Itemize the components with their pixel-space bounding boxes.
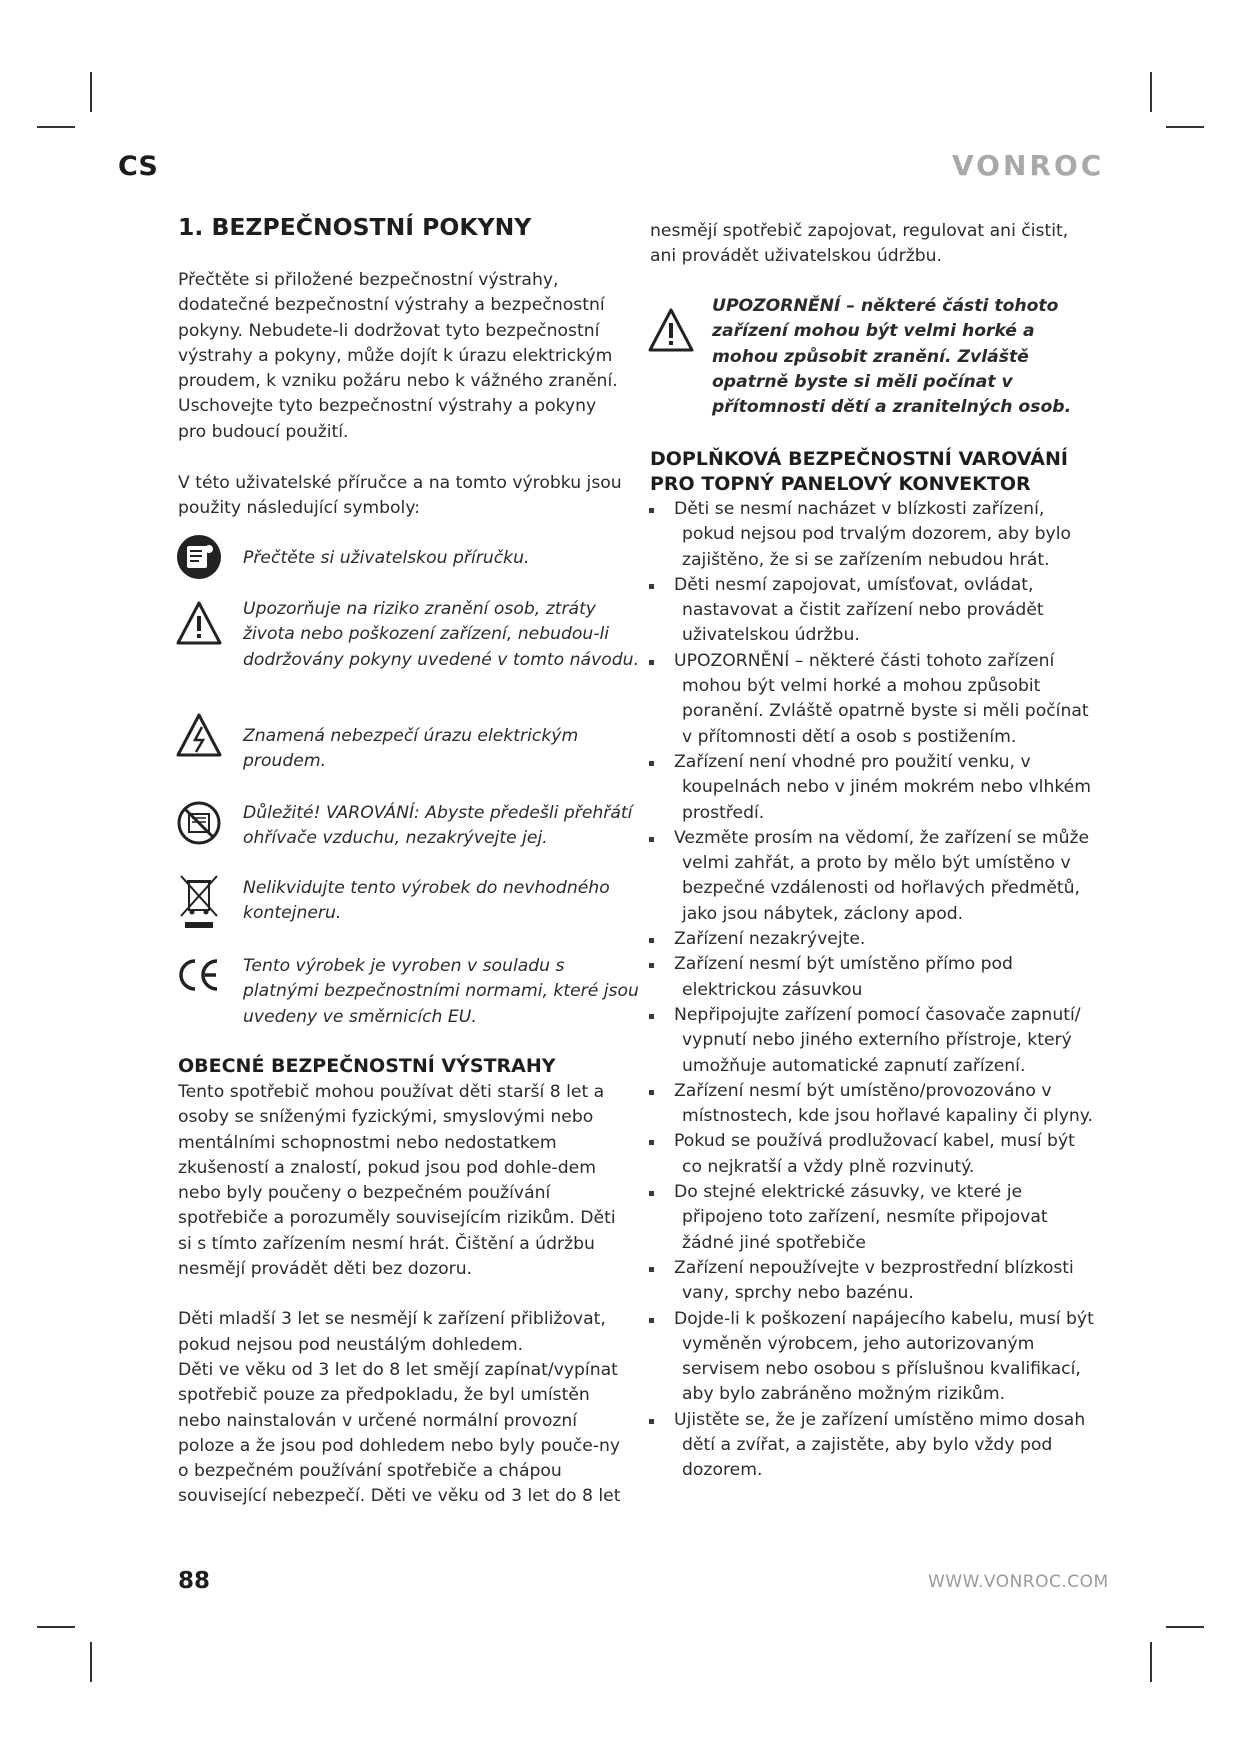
general-para-2b: Děti ve věku od 3 let do 8 let smějí zapínat/vypínat spotřebič pouze za předpokladu, že byl umístěn nebo nainstalován v určené normální provozní poloze a že jsou pod dohledem nebo byly pouče-ny o bezpečném používání spotřebiče a chápou související nebezpečí. Děti ve věku od 3 let do 8 let — [178, 1359, 621, 1507]
crop-mark — [1166, 1626, 1204, 1628]
crop-mark — [1150, 72, 1152, 112]
ce-mark-icon — [176, 957, 222, 993]
intro-text: Přečtěte si přiložené bezpečnostní výstrahy, dodatečné bezpečnostní výstrahy a bezpečnostní pokyny. Nebudete-li dodržovat tyto bezpečnostní výstrahy a pokyny, může dojít k úrazu elektrickým proudem, k vzniku požáru nebo k vážného zranění. Uschovejte tyto bezpečnostní výstrahy a pokyny pro budoucí použití. — [178, 270, 618, 442]
crop-mark — [90, 1642, 92, 1682]
general-para-1: Tento spotřebič mohou používat děti starší 8 let a osoby se sníženými fyzickými, smyslovými nebo mentálními schopnostmi nebo nedostatkem zkušeností a znalostí, pokud jsou pod dohle-dem nebo byly poučeny o bezpečném používání spotřebiče a porozuměly souvisejícím rizikům. Děti si s tímto zařízením nesmí hrát. Čištění a údržbu nesmějí provádět děti bez dozoru. — [178, 1082, 616, 1280]
list-item: Zařízení nezakrývejte. — [641, 927, 1100, 952]
crop-mark — [37, 1626, 75, 1628]
additional-list — [641, 497, 1100, 1484]
hot-warning-text: UPOZORNĚNÍ – některé části tohoto zařízení mohou být velmi horké a mohou způsobit zranění. Zvláště opatrně byste si měli počínat v přítomnosti dětí a zranitelných osob. — [712, 296, 1072, 418]
section-title: 1. BEZPEČNOSTNÍ POKYNY — [178, 213, 532, 241]
list-item: Zařízení nesmí být umístěno přímo pod elektrickou zásuvkou — [641, 952, 1100, 1003]
symbols-intro — [178, 471, 628, 522]
list-item: Zařízení není vhodné pro použití venku, v koupelnách nebo v jiném mokrém nebo vlhkém prostředí. — [641, 750, 1100, 826]
general-heading: OBECNÉ BEZPEČNOSTNÍ VÝSTRAHY — [178, 1055, 556, 1077]
general-para-2c: nesmějí spotřebič zapojovat, regulovat ani čistit, ani provádět uživatelskou údržbu. — [650, 221, 1069, 267]
list-item: Zařízení nesmí být umístěno/provozováno v místnostech, kde jsou hořlavé kapaliny či plyny. — [641, 1079, 1100, 1130]
hot-warning-icon — [648, 307, 694, 353]
brand-logo: VONROC — [952, 149, 1105, 182]
additional-warnings — [650, 447, 1100, 1484]
warning-icon — [176, 600, 222, 646]
list-item: Nepřipojujte zařízení pomocí časovače zapnutí/ vypnutí nebo jiného externího přístroje, který umožňuje automatické zapnutí zařízení. — [641, 1003, 1100, 1079]
list-item: Dojde-li k poškození napájecího kabelu, musí být vyměněn výrobcem, jeho autorizovaným servisem nebo osobou s příslušnou kvalifikací, aby bylo zabráněno možným rizikům. — [641, 1307, 1100, 1408]
electric-hazard-icon — [176, 712, 222, 758]
list-item: UPOZORNĚNÍ – některé části tohoto zařízení mohou být velmi horké a mohou způsobit poranění. Zvláště opatrně byste si měli počínat v přítomnosti dětí a osob s postižením. — [641, 649, 1100, 750]
website-link[interactable]: WWW.VONROC.COM — [928, 1572, 1109, 1592]
symbol-text-ce: Tento výrobek je vyroben v souladu s platnými bezpečnostními normami, které jsou uvedeny ve směrnicích EU. — [243, 956, 639, 1027]
symbol-text-warning: Upozorňuje na riziko zranění osob, ztráty života nebo poškození zařízení, nebudou-li dodržovány pokyny uvedené v tomto návodu. — [243, 599, 640, 670]
list-item: Zařízení nepoužívejte v bezprostřední blízkosti vany, sprchy nebo bazénu. — [641, 1256, 1100, 1307]
additional-heading: DOPLŇKOVÁ BEZPEČNOSTNÍ VAROVÁNÍ PRO TOPNÝ PANELOVÝ KONVEKTOR — [650, 448, 1068, 495]
list-item: Pokud se používá prodlužovací kabel, musí být co nejkratší a vždy plně rozvinutý. — [641, 1129, 1100, 1180]
manual-icon — [176, 534, 222, 580]
list-item: Děti se nesmí nacházet v blízkosti zařízení, pokud nejsou pod trvalým dozorem, aby bylo zajištěno, že si se zařízením nebudou hrát. — [641, 497, 1100, 573]
general-continuation — [650, 219, 1090, 270]
weee-bin-icon — [176, 874, 222, 930]
list-item: Děti nesmí zapojovat, umísťovat, ovládat, nastavovat a čistit zařízení nebo provádět uživatelskou údržbu. — [641, 573, 1100, 649]
symbol-text-do-not-cover: Důležité! VAROVÁNÍ: Abyste předešli přehřátí ohřívače vzduchu, nezakrývejte jej. — [243, 803, 633, 849]
symbols-intro-text: V této uživatelské příručce a na tomto výrobku jsou použity následující symboly: — [178, 473, 622, 519]
list-item: Do stejné elektrické zásuvky, ve které je připojeno toto zařízení, nesmíte připojovat žádné jiné spotřebiče — [641, 1180, 1100, 1256]
language-code: CS — [118, 151, 158, 182]
intro-paragraph — [178, 268, 628, 445]
crop-mark — [1166, 126, 1204, 128]
symbol-text-manual: Přečtěte si uživatelskou příručku. — [243, 548, 530, 568]
symbol-text-weee: Nelikvidujte tento výrobek do nevhodného kontejneru. — [243, 878, 610, 924]
page-number: 88 — [178, 1568, 211, 1594]
list-item: Vezměte prosím na vědomí, že zařízení se může velmi zahřát, a proto by mělo být umístěno v bezpečné vzdálenosti od hořlavých předmětů, jako jsou nábytek, záclony apod. — [641, 826, 1100, 927]
crop-mark — [1150, 1642, 1152, 1682]
symbol-text-electric: Znamená nebezpečí úrazu elektrickým proudem. — [243, 726, 579, 772]
crop-mark — [37, 126, 75, 128]
list-item: Ujistěte se, že je zařízení umístěno mimo dosah dětí a zvířat, a zajistěte, aby bylo vždy pod dozorem. — [641, 1408, 1100, 1484]
crop-mark — [90, 72, 92, 112]
general-para-2a: Děti mladší 3 let se nesmějí k zařízení přibližovat, pokud nejsou pod neustálým dohledem. — [178, 1309, 606, 1355]
general-warnings — [178, 1054, 628, 1510]
do-not-cover-icon — [176, 800, 222, 846]
